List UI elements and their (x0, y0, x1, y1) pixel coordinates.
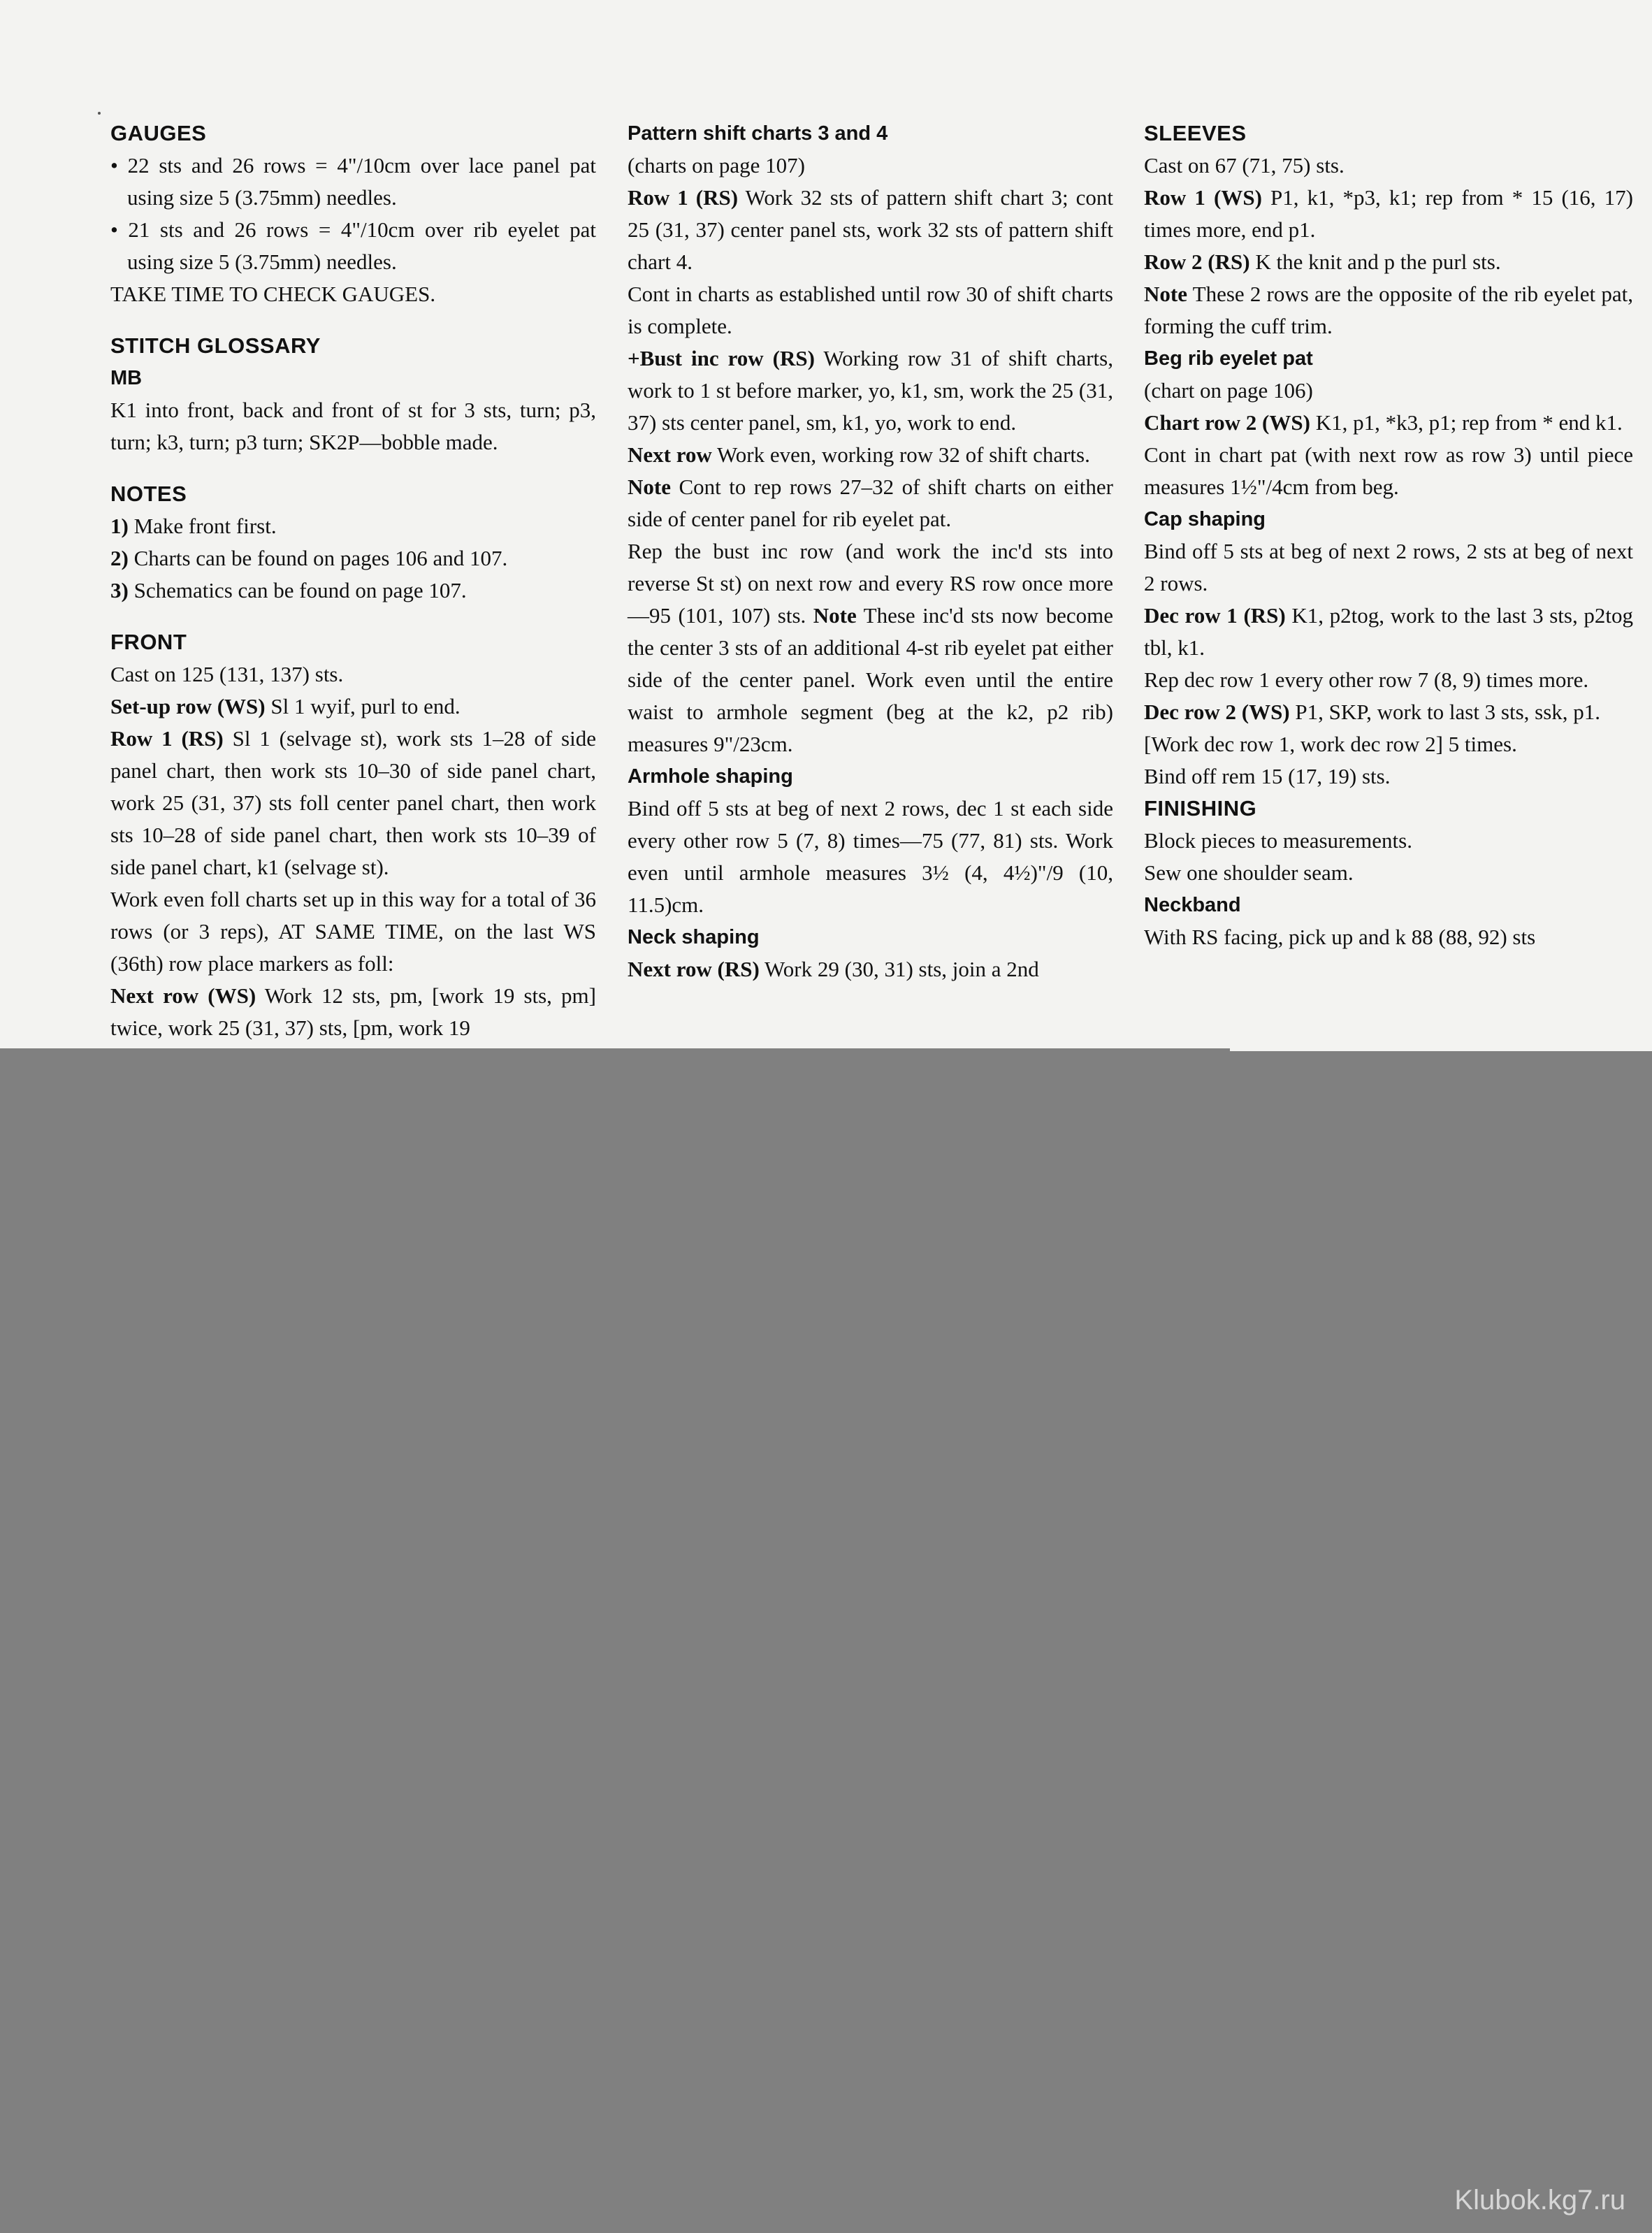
watermark: Klubok.kg7.ru (1454, 2185, 1625, 2216)
row1-text: Sl 1 (selvage st), work sts 1–28 of side panel chart, then work sts 10–30 of side panel chart, work 25 (31, 37) sts foll center panel chart, then work sts 10–28 of side panel chart, then work sts 10–39 of side panel chart, k1 (selvage st). (110, 726, 596, 879)
cap-work: [Work dec row 1, work dec row 2] 5 times. (1144, 732, 1517, 756)
cap-dec-row-2 (1144, 696, 1633, 728)
finishing-sew: Sew one shoulder seam. (1144, 860, 1354, 885)
chart-row-2 (1144, 407, 1633, 439)
shift-cont: Cont in charts as established until row 30 of shift charts is complete. (628, 282, 1113, 338)
front-setup-row (110, 691, 596, 723)
neckband-text: With RS facing, pick up and k 88 (88, 92) sts (1144, 925, 1536, 949)
note-1 (110, 510, 596, 542)
notes-heading: NOTES (110, 482, 187, 506)
setup-label: Set-up row (WS) (110, 694, 266, 718)
sleeves-row2-label: Row 2 (RS) (1144, 250, 1250, 274)
sleeves-cast-on: Cast on 67 (71, 75) sts. (1144, 153, 1345, 178)
cap-text: Bind off 5 sts at beg of next 2 rows, 2 sts at beg of next 2 rows. (1144, 539, 1633, 595)
sleeves-row2-text: K the knit and p the purl sts. (1249, 250, 1501, 274)
sleeves-heading: SLEEVES (1144, 121, 1247, 145)
neck-next-text: Work 29 (30, 31) sts, join a 2nd (759, 957, 1039, 981)
front-work-even: Work even foll charts set up in this way for a total of 36 rows (or 3 reps), AT SAME TIME, on the last WS (36th) row place markers as foll: (110, 887, 596, 976)
shift-next-row (628, 439, 1113, 471)
dec1-text: K1, p2tog, work to the last 3 sts, p2tog tbl, k1. (1144, 603, 1633, 660)
sleeves-note-text: These 2 rows are the opposite of the rib eyelet pat, forming the cuff trim. (1144, 282, 1633, 338)
sleeves-row1-text: P1, k1, *p3, k1; rep from * 15 (16, 17) times more, end p1. (1144, 185, 1634, 242)
front-next-row (110, 980, 596, 1044)
dec2-text: P1, SKP, work to last 3 sts, ssk, p1. (1289, 700, 1601, 724)
note-2-text: Charts can be found on pages 106 and 107. (128, 546, 508, 570)
beg-rib-cont: Cont in chart pat (with next row as row 3) until piece measures 1½"/4cm from beg. (1144, 442, 1633, 499)
shift-charts-page: (charts on page 107) (628, 153, 805, 178)
neck-next-label: Next row (RS) (628, 957, 760, 981)
beg-rib-chart-page: (chart on page 106) (1144, 378, 1313, 403)
neck-next-row (628, 953, 1113, 985)
dec2-label: Dec row 2 (WS) (1144, 700, 1290, 724)
column-2 (628, 117, 1113, 985)
cap-rep: Rep dec row 1 every other row 7 (8, 9) times more. (1144, 667, 1589, 692)
shift-note2-label: Note (813, 603, 857, 628)
shift-row1-text: Work 32 sts of pattern shift chart 3; cont 25 (31, 37) center panel sts, work 32 sts of pattern shift chart 4. (628, 185, 1113, 274)
dec1-label: Dec row 1 (RS) (1144, 603, 1286, 628)
chart-row2-label: Chart row 2 (WS) (1144, 410, 1310, 435)
paper-edge (1230, 1048, 1652, 1051)
mb-heading: MB (110, 367, 143, 389)
gauge-lace: • 22 sts and 26 rows = 4"/10cm over lace panel pat using size 5 (3.75mm) needles. (110, 153, 596, 210)
armhole-text: Bind off 5 sts at beg of next 2 rows, dec 1 st each side every other row 5 (7, 8) times—75 (77, 81) sts. Work even until armhole measures 3½ (4, 4½)"/9 (10, 11.5)cm. (628, 796, 1113, 917)
finishing-block: Block pieces to measurements. (1144, 828, 1412, 853)
bust-inc-row (628, 342, 1113, 439)
sleeves-note (1144, 278, 1633, 342)
gauge-rib: • 21 sts and 26 rows = 4"/10cm over rib eyelet pat using size 5 (3.75mm) needles. (110, 217, 596, 274)
shift-next-label: Next row (628, 442, 712, 467)
front-row-1 (110, 723, 596, 883)
note-3-num: 3) (110, 578, 129, 602)
gauges-heading: GAUGES (110, 121, 207, 145)
sleeves-row-2 (1144, 246, 1633, 278)
column-3 (1144, 117, 1633, 953)
glossary-heading: STITCH GLOSSARY (110, 333, 321, 358)
note-2-num: 2) (110, 546, 129, 570)
neck-heading: Neck shaping (628, 926, 760, 948)
page-paper (0, 0, 1652, 1048)
sleeves-note-label: Note (1144, 282, 1187, 306)
note-1-text: Make front first. (128, 514, 277, 538)
bust-label: +Bust inc row (RS) (628, 346, 815, 370)
note-2 (110, 542, 596, 574)
cap-bind-off: Bind off rem 15 (17, 19) sts. (1144, 764, 1391, 788)
note-3-text: Schematics can be found on page 107. (128, 578, 467, 602)
finishing-heading: FINISHING (1144, 796, 1257, 821)
front-heading: FRONT (110, 630, 187, 654)
shift-note (628, 471, 1113, 535)
mb-text: K1 into front, back and front of st for 3 sts, turn; p3, turn; k3, turn; p3 turn; SK2P—bobble made. (110, 398, 596, 454)
next-label: Next row (WS) (110, 983, 256, 1008)
shift-row1-label: Row 1 (RS) (628, 185, 739, 210)
shift-note-label: Note (628, 475, 671, 499)
note-1-num: 1) (110, 514, 129, 538)
beg-rib-heading: Beg rib eyelet pat (1144, 347, 1313, 370)
front-cast-on: Cast on 125 (131, 137) sts. (110, 662, 344, 686)
setup-text: Sl 1 wyif, purl to end. (265, 694, 461, 718)
bust-text: Working row 31 of shift charts, work to 1 st before marker, yo, k1, sm, work the 25 (31, 37) sts center panel, sm, k1, yo, work to end. (628, 346, 1113, 435)
cap-dec-row-1 (1144, 600, 1633, 664)
shift-rep-text: Rep the bust inc row (and work the inc'd sts into reverse St st) on next row and every RS row once more—95 (101, 107) sts. (628, 539, 1113, 628)
note-3 (110, 574, 596, 607)
shift-note-text: Cont to rep rows 27–32 of shift charts on either side of center panel for rib eyelet pat. (628, 475, 1113, 531)
cap-heading: Cap shaping (1144, 508, 1266, 530)
neckband-heading: Neckband (1144, 894, 1241, 916)
sleeves-row-1 (1144, 182, 1633, 246)
shift-next-text: Work even, working row 32 of shift charts. (711, 442, 1090, 467)
next-text: Work 12 sts, pm, [work 19 sts, pm] twice, work 25 (31, 37) sts, [pm, work 19 (110, 983, 596, 1040)
row1-label: Row 1 (RS) (110, 726, 224, 751)
shift-rep (628, 535, 1113, 760)
armhole-heading: Armhole shaping (628, 765, 793, 788)
shift-row-1 (628, 182, 1113, 278)
gauge-check: TAKE TIME TO CHECK GAUGES. (110, 282, 436, 306)
chart-row2-text: K1, p1, *k3, p1; rep from * end k1. (1310, 410, 1623, 435)
shift-heading: Pattern shift charts 3 and 4 (628, 122, 888, 145)
shift-note2-text: These inc'd sts now become the center 3 sts of an additional 4-st rib eyelet pat either side of the center panel. Work even until the entire waist to armhole segment (beg at the k2, p2 rib) measures 9"/23cm. (628, 603, 1113, 756)
column-1 (110, 117, 596, 1044)
register-dot (98, 112, 101, 115)
sleeves-row1-label: Row 1 (WS) (1144, 185, 1262, 210)
